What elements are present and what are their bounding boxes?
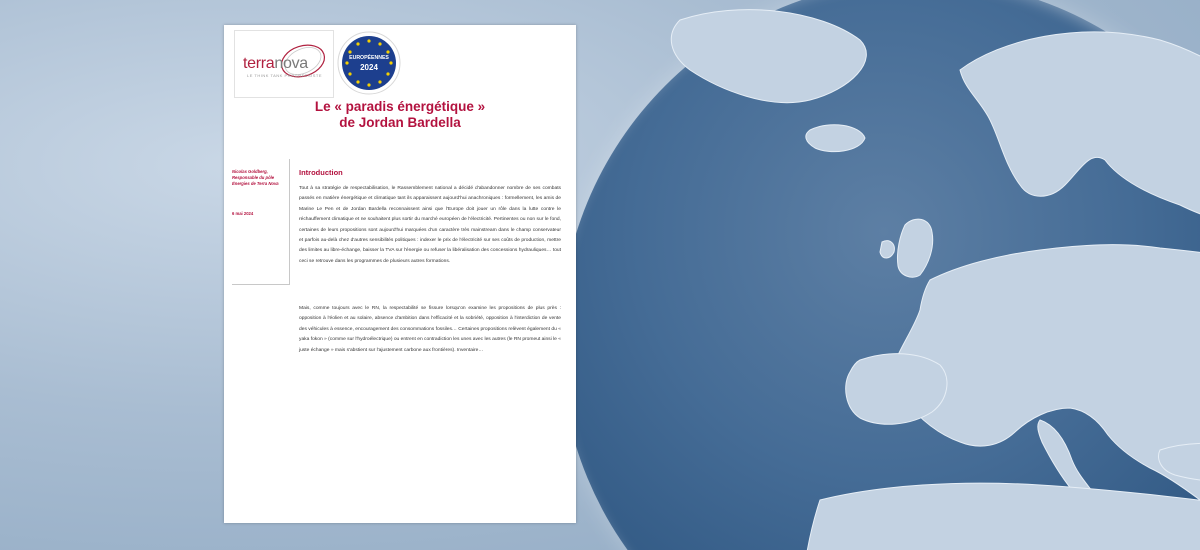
sidebar-divider	[289, 159, 290, 285]
section-heading: Introduction	[299, 168, 343, 177]
logo-nova: nova	[274, 55, 308, 72]
badge-line1: EUROPÉENNES	[349, 55, 389, 61]
europeennes-2024-badge	[336, 30, 402, 96]
publication-date: 6 mai 2024	[232, 211, 254, 216]
sidebar-bottom-rule	[232, 284, 289, 285]
logo-wordmark	[243, 55, 308, 73]
body-paragraph-2: Mais, comme toujours avec le RN, la respectabilité se fissure lorsqu'on examine les propositions de plus près : opposition à l'éolien et au solaire, absence d'ambition dans l'efficacité et la sobriété, opposition à l'interdiction de vente des véhicules à essence, encouragement des consommations fossiles… Certaines propositions relèvent également du « yaka fokon » (comme sur l'hydroélectrique) ou entrent en contradiction les unes avec les autres (le RN promeut ainsi le « juste échange » mais s'abstient sur l'ajustement carbone aux frontières). Inventaire…	[299, 306, 561, 353]
title-line-2: de Jordan Bardella	[339, 115, 461, 130]
terra-nova-logo	[234, 30, 334, 98]
logo-terra: terra	[243, 55, 275, 72]
badge-line2: 2024	[360, 63, 378, 72]
body-paragraph-1: Tout à sa stratégie de respectabilisation, le Rassemblement national a décidé d'abandonner nombre de ses combats passés en matière énergétique et climatique tant ils apparaissent aujourd'hui anachroniques : formellement, les amis de Marine Le Pen et de Jordan Bardella reconnaissent ainsi que l'Europe doit jouer un rôle dans la lutte contre le réchauffement climatique et ne souhaitent plus sortir du marché européen de l'électricité. Pertinentes ou non sur le fond, certaines de leurs propositions sont aujourd'hui marquées d'un caractère très mainstream dans le champ conservateur et parfois au-delà chez d'autres sensibilités politiques : indexer le prix de l'électricité sur ses coûts de production, mettre des limites au libre-échange, baisser la TVA sur l'énergie ou refuser la libéralisation des concessions hydrauliques… tout ceci se retrouve dans les programmes de plusieurs autres formations.	[299, 186, 561, 264]
europe-landmass	[560, 0, 1200, 550]
logo-tagline: LE THINK TANK PROGRESSISTE	[247, 73, 323, 78]
author-credit: Nicolas Goldberg, Responsable du pôle Énergies de Terra Nova	[232, 169, 279, 186]
title-line-1: Le « paradis énergétique »	[314, 99, 486, 114]
report-cover-page	[224, 25, 576, 523]
document-title	[224, 99, 576, 131]
